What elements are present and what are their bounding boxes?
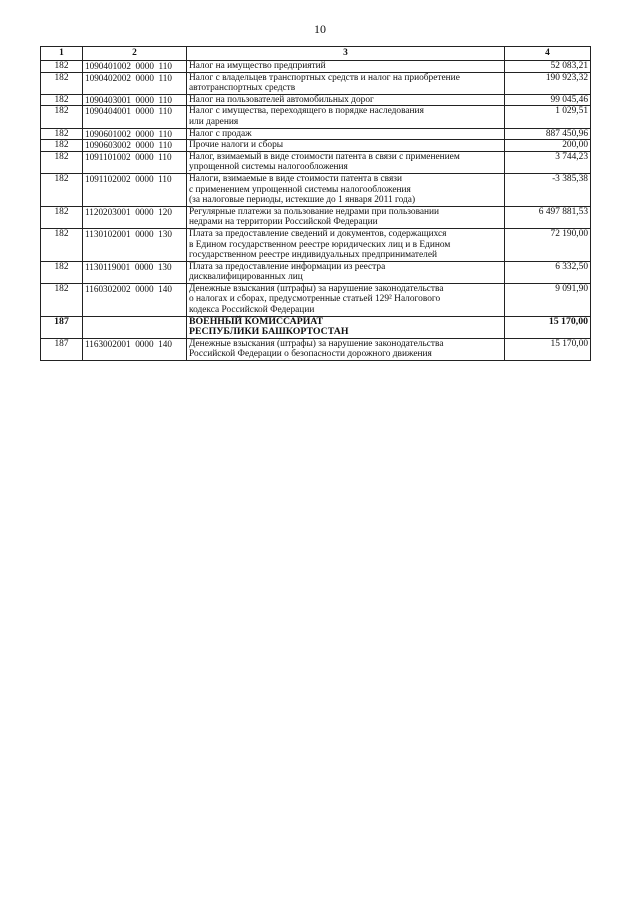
cell-description: [187, 106, 505, 128]
page-number: 10: [314, 22, 326, 36]
description-line: Налоги, взимаемые в виде стоимости патента в связи: [189, 173, 402, 184]
description-line: (за налоговые периоды, истекшие до 1 января 2011 года): [189, 195, 416, 206]
description-line: Денежные взыскания (штрафы) за нарушение законодательства: [189, 338, 444, 349]
description-line: недрами на территории Российской Федерации: [189, 217, 378, 228]
cell-revenue-code: 1091102002 0000 110: [83, 173, 187, 206]
cell-admin-code: 182: [41, 94, 83, 106]
table-row: [41, 94, 591, 106]
cell-description: [187, 316, 505, 338]
description-line: о налогах и сборах, предусмотренные статьей 129² Налогового: [189, 294, 441, 305]
description-line: с применением упрощенной системы налогообложения: [189, 184, 411, 195]
budget-revenue-table: [40, 46, 591, 361]
cell-revenue-code: 1090601002 0000 110: [83, 128, 187, 140]
table-row-organization: [41, 316, 591, 338]
cell-revenue-code: 1090402002 0000 110: [83, 72, 187, 94]
cell-revenue-code: 1130102001 0000 130: [83, 228, 187, 261]
cell-description: [187, 128, 505, 140]
table-row: [41, 228, 591, 261]
cell-description: [187, 140, 505, 152]
cell-description: [187, 72, 505, 94]
cell-revenue-code: 1090403001 0000 110: [83, 94, 187, 106]
table-row: [41, 140, 591, 152]
table-header-row: [41, 47, 591, 61]
description-line: упрощенной системы налогообложения: [189, 162, 348, 173]
description-line: Налог, взимаемый в виде стоимости патента в связи с применением: [189, 151, 460, 162]
cell-amount: 3 744,23: [505, 151, 591, 173]
column-header-2: 2: [83, 47, 187, 61]
cell-amount: -3 385,38: [505, 173, 591, 206]
cell-revenue-code: [83, 316, 187, 338]
table-row: [41, 128, 591, 140]
cell-description: [187, 283, 505, 316]
table-body: [41, 61, 591, 361]
cell-admin-code: 182: [41, 61, 83, 73]
cell-amount: 200,00: [505, 140, 591, 152]
cell-description: [187, 61, 505, 73]
column-header-4: 4: [505, 47, 591, 61]
description-line: автотранспортных средств: [189, 83, 296, 94]
cell-description: [187, 261, 505, 283]
cell-description: [187, 173, 505, 206]
cell-admin-code: 182: [41, 283, 83, 316]
description-line: Плата за предоставление информации из реестра: [189, 261, 386, 272]
cell-amount: 190 923,32: [505, 72, 591, 94]
column-header-1: 1: [41, 47, 83, 61]
cell-admin-code: 182: [41, 151, 83, 173]
cell-amount: 72 190,00: [505, 228, 591, 261]
cell-admin-code: 182: [41, 228, 83, 261]
description-line: Денежные взыскания (штрафы) за нарушение законодательства: [189, 283, 444, 294]
description-line: Налог с владельцев транспортных средств и налог на приобретение: [189, 72, 460, 83]
table-row: [41, 206, 591, 228]
cell-revenue-code: 1160302002 0000 140: [83, 283, 187, 316]
cell-amount: 6 332,50: [505, 261, 591, 283]
description-line: дисквалифицированных лиц: [189, 272, 303, 283]
cell-admin-code: 182: [41, 72, 83, 94]
cell-amount: 1 029,51: [505, 106, 591, 128]
cell-admin-code: 187: [41, 316, 83, 338]
cell-admin-code: 182: [41, 261, 83, 283]
cell-amount: 52 083,21: [505, 61, 591, 73]
cell-description: [187, 228, 505, 261]
cell-amount: 9 091,90: [505, 283, 591, 316]
cell-admin-code: 182: [41, 106, 83, 128]
cell-admin-code: 182: [41, 173, 83, 206]
description-line: Налог на пользователей автомобильных дорог: [189, 94, 374, 105]
cell-revenue-code: 1090603002 0000 110: [83, 140, 187, 152]
cell-revenue-code: 1163002001 0000 140: [83, 338, 187, 360]
description-line: РЕСПУБЛИКИ БАШКОРТОСТАН: [189, 326, 349, 338]
cell-admin-code: 182: [41, 128, 83, 140]
cell-revenue-code: 1090401002 0000 110: [83, 61, 187, 73]
description-line: Регулярные платежи за пользование недрами при пользовании: [189, 206, 440, 217]
description-line: Российской Федерации о безопасности дорожного движения: [189, 349, 432, 360]
table-row: [41, 61, 591, 73]
description-line: кодекса Российской Федерации: [189, 305, 315, 316]
cell-description: [187, 206, 505, 228]
cell-amount: 99 045,46: [505, 94, 591, 106]
description-line: Плата за предоставление сведений и документов, содержащихся: [189, 228, 447, 239]
cell-admin-code: 187: [41, 338, 83, 360]
cell-admin-code: 182: [41, 140, 83, 152]
table-row: [41, 173, 591, 206]
cell-amount: 15 170,00: [505, 338, 591, 360]
description-line: государственном реестре индивидуальных предпринимателей: [189, 250, 438, 261]
cell-revenue-code: 1091101002 0000 110: [83, 151, 187, 173]
table-row: [41, 283, 591, 316]
cell-revenue-code: 1090404001 0000 110: [83, 106, 187, 128]
description-line: в Едином государственном реестре юридических лиц и в Едином: [189, 239, 451, 250]
column-header-3: 3: [187, 47, 505, 61]
cell-description: [187, 338, 505, 360]
cell-revenue-code: 1120203001 0000 120: [83, 206, 187, 228]
table-row: [41, 106, 591, 128]
description-line: Налог на имущество предприятий: [189, 61, 326, 71]
cell-description: [187, 94, 505, 106]
description-line: или дарения: [189, 116, 239, 127]
description-line: Налог с имущества, переходящего в порядке наследования: [189, 106, 424, 117]
table-row: [41, 151, 591, 173]
cell-amount: 887 450,96: [505, 128, 591, 140]
description-line: Прочие налоги и сборы: [189, 140, 284, 151]
cell-revenue-code: 1130119001 0000 130: [83, 261, 187, 283]
cell-description: [187, 151, 505, 173]
cell-admin-code: 182: [41, 206, 83, 228]
table-row: [41, 261, 591, 283]
description-line: ВОЕННЫЙ КОМИССАРИАТ: [189, 315, 324, 327]
cell-amount: 6 497 881,53: [505, 206, 591, 228]
table-row: [41, 72, 591, 94]
description-line: Налог с продаж: [189, 128, 252, 139]
cell-amount: 15 170,00: [505, 316, 591, 338]
table-row: [41, 338, 591, 360]
